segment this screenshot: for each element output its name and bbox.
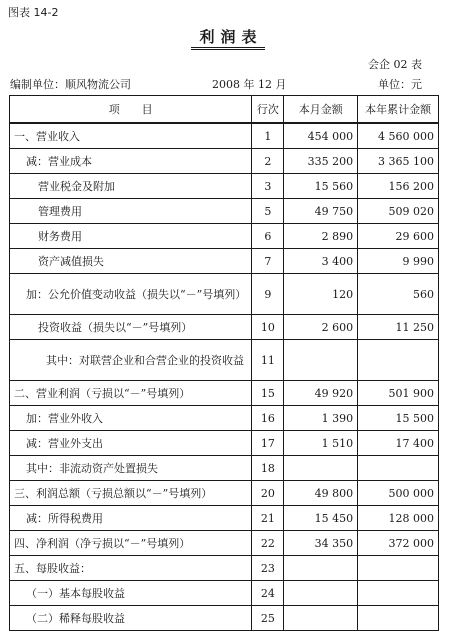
table-row [10, 224, 439, 249]
statement-date: 2008 年 12 月 [212, 78, 287, 91]
month-amount-cell [284, 606, 358, 631]
ytd-amount-cell [358, 556, 439, 581]
line-cell: 22 [252, 531, 284, 556]
month-amount-cell [284, 456, 358, 481]
month-amount-cell: 120 [284, 274, 358, 315]
ytd-amount-cell [358, 581, 439, 606]
line-cell: 10 [252, 315, 284, 340]
table-row [10, 199, 439, 224]
month-amount-cell: 454 000 [284, 123, 358, 149]
item-cell: 投资收益（损失以“－”号填列） [10, 315, 252, 340]
table-row [10, 606, 439, 631]
month-amount-cell: 3 400 [284, 249, 358, 274]
table-row [10, 556, 439, 581]
ytd-amount-cell: 128 000 [358, 506, 439, 531]
table-header-row [10, 96, 439, 124]
ytd-amount-cell [358, 456, 439, 481]
ytd-amount-cell: 29 600 [358, 224, 439, 249]
item-cell: （二）稀释每股收益 [10, 606, 252, 631]
item-cell: 减：营业外支出 [10, 431, 252, 456]
line-cell: 16 [252, 406, 284, 431]
page-title [0, 26, 456, 47]
line-cell: 6 [252, 224, 284, 249]
ytd-amount-cell: 4 560 000 [358, 123, 439, 149]
item-cell: 一、营业收入 [10, 123, 252, 149]
month-amount-cell: 2 890 [284, 224, 358, 249]
title-text: 利润表 [191, 28, 264, 50]
table-row [10, 249, 439, 274]
ytd-amount-cell: 17 400 [358, 431, 439, 456]
line-cell: 25 [252, 606, 284, 631]
table-row [10, 481, 439, 506]
month-amount-cell [284, 556, 358, 581]
month-amount-cell: 49 800 [284, 481, 358, 506]
line-cell: 11 [252, 340, 284, 381]
month-amount-cell: 15 450 [284, 506, 358, 531]
month-amount-cell: 1 390 [284, 406, 358, 431]
column-header-ytd: 本年累计金额 [358, 96, 439, 124]
ytd-amount-cell: 372 000 [358, 531, 439, 556]
table-row [10, 174, 439, 199]
month-amount-cell: 1 510 [284, 431, 358, 456]
item-cell: 五、每股收益： [10, 556, 252, 581]
item-cell: 管理费用 [10, 199, 252, 224]
ytd-amount-cell: 156 200 [358, 174, 439, 199]
table-row [10, 456, 439, 481]
ytd-amount-cell: 3 365 100 [358, 149, 439, 174]
table-row [10, 149, 439, 174]
item-cell: 四、净利润（净亏损以“－”号填列） [10, 531, 252, 556]
table-row [10, 581, 439, 606]
ytd-amount-cell: 560 [358, 274, 439, 315]
month-amount-cell: 49 750 [284, 199, 358, 224]
line-cell: 3 [252, 174, 284, 199]
line-cell: 24 [252, 581, 284, 606]
month-amount-cell: 2 600 [284, 315, 358, 340]
month-amount-cell: 335 200 [284, 149, 358, 174]
line-cell: 1 [252, 123, 284, 149]
table-row [10, 406, 439, 431]
column-header-month: 本月金额 [284, 96, 358, 124]
ytd-amount-cell: 15 500 [358, 406, 439, 431]
ytd-amount-cell: 11 250 [358, 315, 439, 340]
item-cell: 营业税金及附加 [10, 174, 252, 199]
ytd-amount-cell: 9 990 [358, 249, 439, 274]
ytd-amount-cell [358, 606, 439, 631]
ytd-amount-cell: 509 020 [358, 199, 439, 224]
preparing-unit: 编制单位：顺风物流公司 [10, 78, 131, 91]
form-number: 会企 02 表 [368, 58, 422, 71]
table-row [10, 506, 439, 531]
ytd-amount-cell [358, 340, 439, 381]
table-row [10, 315, 439, 340]
column-header-item: 项 目 [10, 96, 252, 124]
month-amount-cell [284, 340, 358, 381]
item-cell: 资产减值损失 [10, 249, 252, 274]
line-cell: 2 [252, 149, 284, 174]
table-row [10, 431, 439, 456]
income-statement-table [9, 95, 439, 631]
item-cell: 二、营业利润（亏损以“－”号填列） [10, 381, 252, 406]
item-cell: 减：所得税费用 [10, 506, 252, 531]
line-cell: 5 [252, 199, 284, 224]
table-row [10, 123, 439, 149]
month-amount-cell [284, 581, 358, 606]
currency-unit: 单位：元 [378, 78, 422, 91]
ytd-amount-cell: 500 000 [358, 481, 439, 506]
line-cell: 18 [252, 456, 284, 481]
item-cell: 财务费用 [10, 224, 252, 249]
item-cell: 其中：非流动资产处置损失 [10, 456, 252, 481]
line-cell: 9 [252, 274, 284, 315]
item-cell: 加：营业外收入 [10, 406, 252, 431]
column-header-line: 行次 [252, 96, 284, 124]
table-row [10, 274, 439, 315]
item-cell: 减：营业成本 [10, 149, 252, 174]
month-amount-cell: 34 350 [284, 531, 358, 556]
line-cell: 17 [252, 431, 284, 456]
month-amount-cell: 49 920 [284, 381, 358, 406]
line-cell: 7 [252, 249, 284, 274]
figure-label: 图表 14-2 [8, 6, 59, 19]
item-cell: 加：公允价值变动收益（损失以“－”号填列） [10, 274, 252, 315]
table-row [10, 340, 439, 381]
line-cell: 20 [252, 481, 284, 506]
ytd-amount-cell: 501 900 [358, 381, 439, 406]
month-amount-cell: 15 560 [284, 174, 358, 199]
line-cell: 23 [252, 556, 284, 581]
line-cell: 21 [252, 506, 284, 531]
table-row [10, 381, 439, 406]
item-cell: （一）基本每股收益 [10, 581, 252, 606]
line-cell: 15 [252, 381, 284, 406]
item-cell: 其中：对联营企业和合营企业的投资收益 [10, 340, 252, 381]
item-cell: 三、利润总额（亏损总额以“－”号填列） [10, 481, 252, 506]
table-row [10, 531, 439, 556]
